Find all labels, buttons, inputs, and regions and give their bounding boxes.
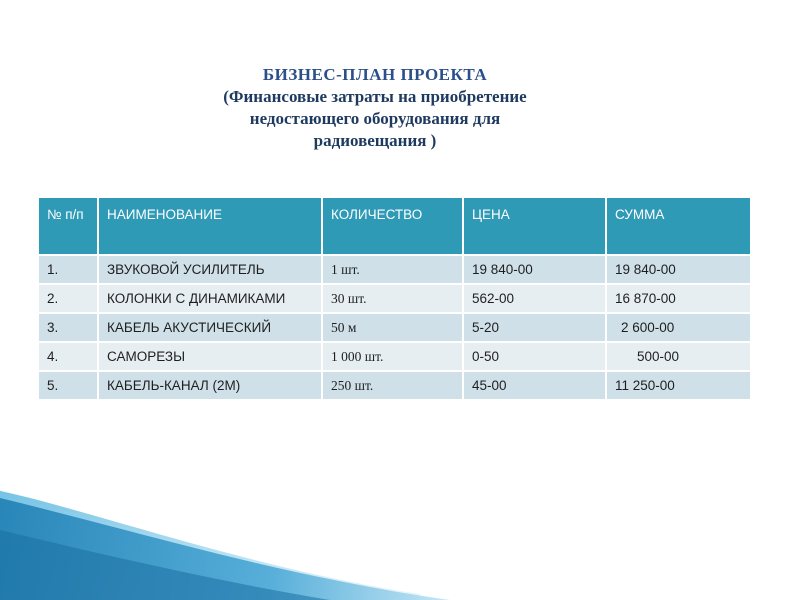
header-price: ЦЕНА [463,197,606,255]
cell-number: 3. [38,313,98,342]
cell-price: 45-00 [463,371,606,400]
cell-name: КАБЕЛЬ-КАНАЛ (2М) [98,371,322,400]
cell-number: 1. [38,255,98,284]
cell-price: 5-20 [463,313,606,342]
table-row [38,255,751,284]
table-row [38,313,751,342]
cell-quantity: 50 м [322,313,463,342]
cell-sum: 2 600-00 [606,313,751,342]
cell-name: САМОРЕЗЫ [98,342,322,371]
table-header-row [38,197,751,255]
budget-table [37,196,752,401]
title-subtitle-line-3: радиовещания ) [313,131,437,150]
cell-quantity: 250 шт. [322,371,463,400]
header-quantity: КОЛИЧЕСТВО [322,197,463,255]
cell-quantity: 1 000 шт. [322,342,463,371]
title-subtitle-line-2: недостающего оборудования для [249,109,501,128]
table-row [38,284,751,313]
cell-quantity: 30 шт. [322,284,463,313]
cell-number: 4. [38,342,98,371]
cell-price: 562-00 [463,284,606,313]
cell-sum: 16 870-00 [606,284,751,313]
header-number: № п/п [38,197,98,255]
decorative-wave [0,490,800,600]
cell-name: КАБЕЛЬ АКУСТИЧЕСКИЙ [98,313,322,342]
cell-price: 19 840-00 [463,255,606,284]
slide-title [160,64,590,152]
cell-sum: 19 840-00 [606,255,751,284]
title-subtitle-line-1: (Финансовые затраты на приобретение [223,87,527,106]
header-sum: СУММА [606,197,751,255]
title-main: БИЗНЕС-ПЛАН ПРОЕКТА [262,65,488,84]
cell-price: 0-50 [463,342,606,371]
cell-quantity: 1 шт. [322,255,463,284]
cell-number: 5. [38,371,98,400]
table-row [38,342,751,371]
cell-number: 2. [38,284,98,313]
cell-name: КОЛОНКИ С ДИНАМИКАМИ [98,284,322,313]
cell-sum: 11 250-00 [606,371,751,400]
table-row [38,371,751,400]
cell-name: ЗВУКОВОЙ УСИЛИТЕЛЬ [98,255,322,284]
cell-sum: 500-00 [606,342,751,371]
header-name: НАИМЕНОВАНИЕ [98,197,322,255]
